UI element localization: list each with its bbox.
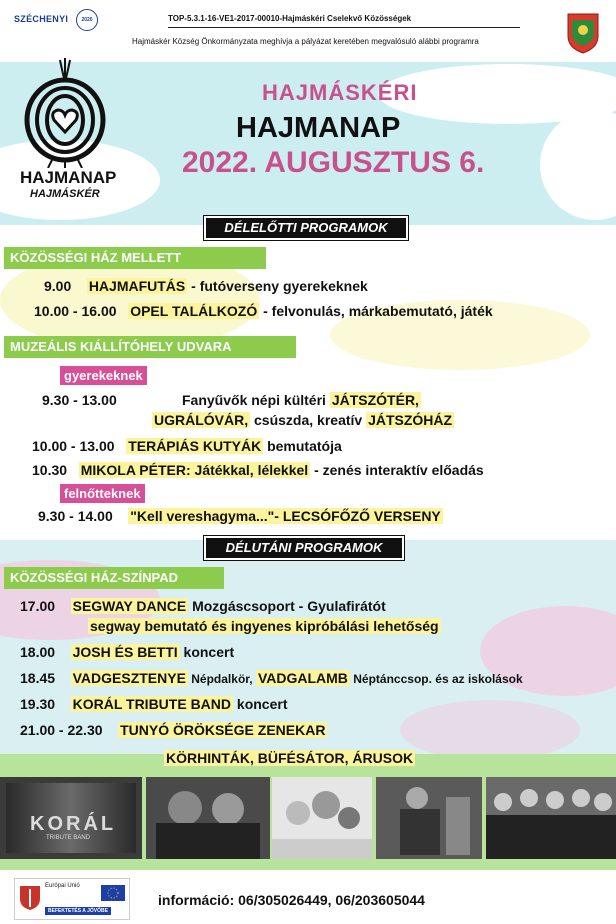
program-desc: segway bemutató és ingyenes kipróbálási lehetőség <box>90 618 439 634</box>
eu-funding-logo <box>14 878 130 920</box>
program-row <box>42 392 117 408</box>
program-time: 18.00 <box>20 644 56 660</box>
title-line-1: HAJMÁSKÉRI <box>262 80 418 105</box>
program-name: UGRÁLÓVÁR, <box>154 412 249 428</box>
program-time: 10.30 <box>32 462 68 478</box>
title-date: 2022. AUGUSZTUS 6. <box>182 146 485 179</box>
extras-text: KÖRHINTÁK, BÜFÉSÁTOR, ÁRUSOK <box>166 750 414 766</box>
logo-hajmanap-text: HAJMANAP <box>20 168 117 187</box>
photo-band-group <box>486 777 616 859</box>
photo-dancers <box>376 777 482 859</box>
program-row <box>20 644 234 660</box>
program-name: TUNYÓ ÖRÖKSÉGE ZENEKAR <box>120 722 326 738</box>
header-subtitle: Hajmáskér Község Önkormányzata meghívja a pályázat keretében megvalósuló alábbi programra <box>132 37 479 46</box>
program-name: TERÁPIÁS KUTYÁK <box>128 438 262 454</box>
program-row <box>44 278 368 294</box>
eu-invest-text: BEFEKTETÉS A JÖVŐBE <box>45 907 111 915</box>
program-name: MIKOLA PÉTER: Játékkal, lélekkel <box>80 462 309 478</box>
program-time: 18.45 <box>20 670 56 686</box>
pink-cloud-shape <box>400 700 580 760</box>
program-name: KORÁL TRIBUTE BAND <box>72 696 232 712</box>
program-desc: Fanyűvők népi kültéri <box>182 392 330 408</box>
program-time: 10.00 - 13.00 <box>32 438 115 454</box>
program-row <box>182 392 421 408</box>
header-strip <box>0 0 616 62</box>
program-row <box>38 508 443 524</box>
program-name: VADGALAMB <box>257 670 348 686</box>
program-time: 9.30 - 13.00 <box>42 392 117 408</box>
header-divider <box>168 27 520 28</box>
program-desc: Néptánccsop. és az iskolások <box>349 672 523 686</box>
program-row <box>152 412 454 428</box>
program-name: HAJMAFUTÁS <box>88 278 186 294</box>
program-row <box>20 722 327 738</box>
program-row <box>20 598 386 614</box>
program-name: JÁTSZÓTÉR, <box>331 392 419 408</box>
photo-balloons <box>272 777 372 859</box>
extras-line <box>164 750 415 766</box>
program-desc: - futóverseny gyerekeknek <box>187 278 368 294</box>
program-desc: koncert <box>179 644 235 660</box>
program-row <box>20 670 523 686</box>
afternoon-programs-banner: DÉLUTÁNI PROGRAMOK <box>204 536 404 560</box>
audience-kids-label: gyerekeknek <box>60 366 147 385</box>
venue-community-house: KÖZÖSSÉGI HÁZ MELLETT <box>4 247 266 269</box>
koral-photo-text: KORÁL <box>30 813 117 835</box>
program-name: JOSH ÉS BETTI <box>72 644 178 660</box>
program-time: 9.30 - 14.00 <box>38 508 113 524</box>
program-row <box>32 462 484 478</box>
program-time: 9.00 <box>44 278 72 294</box>
audience-adults-label: felnőtteknek <box>60 484 145 503</box>
program-desc: Mozgáscsoport - Gyulafirátót <box>188 598 386 614</box>
logo-hajmasker-text: HAJMÁSKÉR <box>30 188 100 200</box>
program-time: 10.00 - 16.00 <box>34 303 117 319</box>
program-row <box>32 438 342 454</box>
program-time: 21.00 - 22.30 <box>20 722 103 738</box>
program-row <box>34 303 493 319</box>
szechenyi-logo-text: SZÉCHENYI <box>14 14 69 24</box>
title-line-2: HAJMANAP <box>236 112 401 144</box>
hungary-crest-icon <box>19 885 41 911</box>
venue-museum-yard: MUZEÁLIS KIÁLLÍTÓHELY UDVARA <box>4 336 296 358</box>
program-desc: - zenés interaktív előadás <box>310 462 484 478</box>
program-time: 17.00 <box>20 598 56 614</box>
program-name: JÁTSZÓHÁZ <box>368 412 453 428</box>
project-code: TOP-5.3.1-16-VE1-2017-00010-Hajmáskéri Cselekvő Közösségek <box>168 14 412 23</box>
program-name: OPEL TALÁLKOZÓ <box>130 303 258 319</box>
program-desc: bemutatója <box>263 438 342 454</box>
program-desc: csúszda, kreatív <box>250 412 367 428</box>
program-name: VADGESZTENYE <box>72 670 186 686</box>
program-name: SEGWAY DANCE <box>72 598 187 614</box>
tribute-photo-text: TRIBUTE BAND <box>46 835 91 841</box>
program-desc: - felvonulás, márkabemutató, játék <box>259 303 493 319</box>
eu-text: Európai Unió <box>45 883 80 889</box>
venue-community-stage: KÖZÖSSÉGI HÁZ-SZÍNPAD <box>4 567 224 589</box>
program-row <box>88 618 441 634</box>
photo-koral-band <box>0 777 142 859</box>
eu-flag-icon <box>101 885 125 901</box>
program-desc: koncert <box>233 696 288 712</box>
program-desc: Népdalkör, <box>187 672 256 686</box>
morning-programs-banner: DÉLELŐTTI PROGRAMOK <box>204 216 408 240</box>
program-name: "Kell vereshagyma..."- LECSÓFŐZŐ VERSENY <box>130 508 441 524</box>
coat-of-arms-icon <box>566 12 600 54</box>
szechenyi-2020-icon: 2020 <box>76 9 98 31</box>
onion-heart-logo-icon <box>22 56 108 168</box>
photo-duo <box>146 777 270 859</box>
contact-info: információ: 06/305026449, 06/203605044 <box>158 892 425 908</box>
program-row <box>20 696 287 712</box>
program-time: 19.30 <box>20 696 56 712</box>
